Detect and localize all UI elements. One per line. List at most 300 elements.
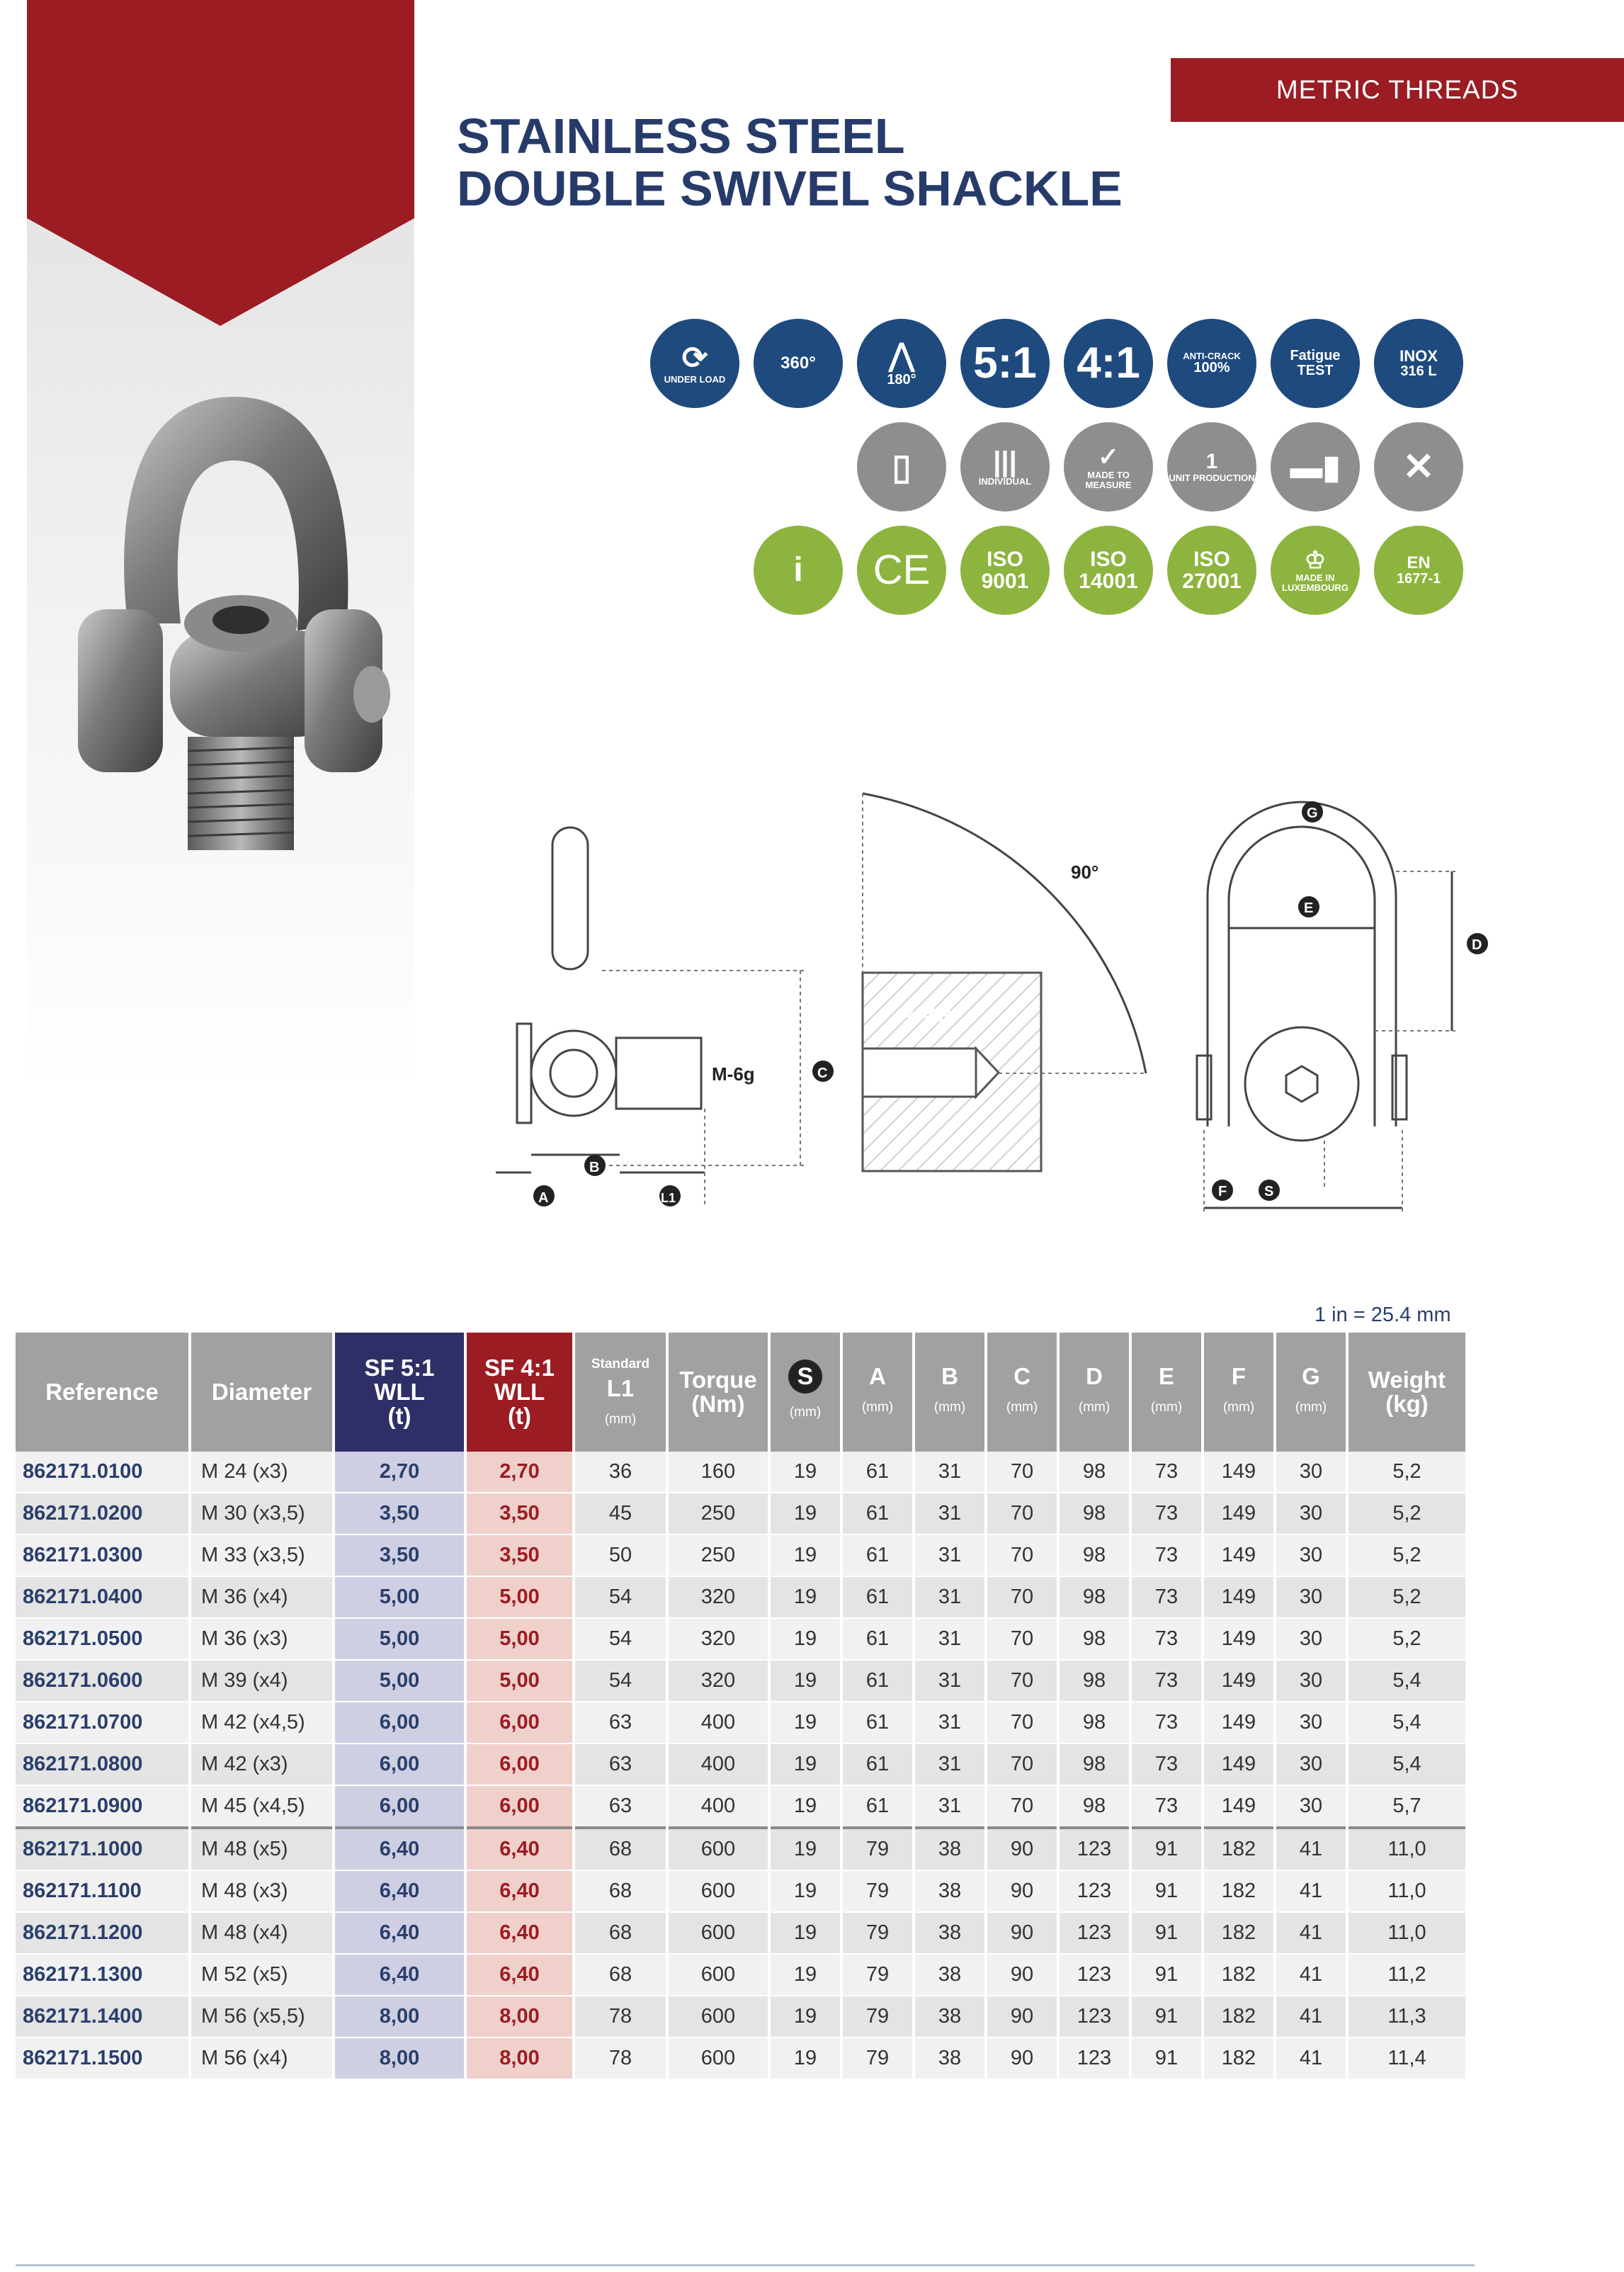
fatigue-label: Fatigue xyxy=(1290,348,1341,363)
table-row xyxy=(16,1576,1467,1618)
made-in-label: MADE IN xyxy=(1295,572,1335,584)
cell-torque: 250 xyxy=(667,1493,769,1535)
cell-b: 38 xyxy=(914,2038,986,2079)
col-e xyxy=(1130,1333,1203,1452)
thread-hole-view xyxy=(863,793,1146,1171)
standard-label: Standard xyxy=(591,1357,650,1372)
f-label: F xyxy=(1231,1363,1247,1389)
table-row xyxy=(16,1828,1467,1870)
angle-label: 90° xyxy=(1071,861,1099,883)
iso-14001-number: 14001 xyxy=(1079,570,1138,593)
cell-g: 41 xyxy=(1275,1912,1347,1954)
cell-l1: 54 xyxy=(574,1660,667,1702)
cell-wll-sf4: 3,50 xyxy=(465,1535,574,1576)
cell-wll-sf5: 3,50 xyxy=(334,1493,465,1535)
cell-diameter: M 48 (x5) xyxy=(190,1828,334,1870)
cell-e: 91 xyxy=(1130,1828,1203,1870)
cell-torque: 600 xyxy=(667,1828,769,1870)
cell-reference: 862171.0200 xyxy=(16,1493,190,1535)
cell-g: 30 xyxy=(1275,1743,1347,1785)
red-chevron xyxy=(27,0,414,326)
cell-e: 91 xyxy=(1130,1912,1203,1954)
cell-weight: 11,2 xyxy=(1347,1954,1467,1996)
iso-9001-label: ISO xyxy=(987,547,1023,571)
cell-wll-sf4: 6,40 xyxy=(465,1912,574,1954)
label-g: G xyxy=(1307,806,1318,821)
cell-wll-sf5: 8,00 xyxy=(334,2038,465,2079)
thread-hole-label: M-6H xyxy=(907,1005,952,1026)
a-label: A xyxy=(869,1363,886,1389)
iso-27001-label: ISO xyxy=(1193,547,1230,571)
cell-wll-sf4: 8,00 xyxy=(465,2038,574,2079)
cell-diameter: M 42 (x4,5) xyxy=(190,1702,334,1743)
cell-b: 38 xyxy=(914,1996,986,2038)
unit-mm: (mm) xyxy=(604,1412,637,1427)
cell-wll-sf5: 6,40 xyxy=(334,1828,465,1870)
cell-weight: 11,0 xyxy=(1347,1870,1467,1912)
sf4-line2: WLL xyxy=(494,1379,545,1405)
spec-table xyxy=(16,1333,1468,2080)
g-label: G xyxy=(1302,1363,1320,1389)
sf4-icon-label: 4:1 xyxy=(1077,339,1140,388)
table-header xyxy=(16,1333,1467,1452)
cell-l1: 68 xyxy=(574,1954,667,1996)
cell-s: 19 xyxy=(769,1660,841,1702)
cell-f: 149 xyxy=(1203,1576,1275,1618)
unit-production-label: UNIT PRODUCTION xyxy=(1169,472,1255,483)
anti-crack-value: 100% xyxy=(1193,360,1230,376)
cell-d: 123 xyxy=(1058,2038,1130,2079)
label-b: B xyxy=(589,1160,600,1175)
label-s: S xyxy=(1264,1184,1274,1199)
cell-e: 73 xyxy=(1130,1493,1203,1535)
cell-s: 19 xyxy=(769,1954,841,1996)
cell-torque: 320 xyxy=(667,1576,769,1618)
cell-g: 30 xyxy=(1275,1576,1347,1618)
cell-s: 19 xyxy=(769,1743,841,1785)
made-to-label: MADE TO xyxy=(1087,470,1130,481)
cell-diameter: M 33 (x3,5) xyxy=(190,1535,334,1576)
cell-g: 30 xyxy=(1275,1493,1347,1535)
table-row xyxy=(16,1912,1467,1954)
cell-b: 31 xyxy=(914,1702,986,1743)
cell-d: 98 xyxy=(1058,1702,1130,1743)
c-label: C xyxy=(1013,1363,1030,1389)
cell-g: 30 xyxy=(1275,1618,1347,1660)
cell-g: 30 xyxy=(1275,1785,1347,1828)
col-diameter: Diameter xyxy=(190,1333,334,1452)
cell-l1: 54 xyxy=(574,1618,667,1660)
cell-e: 91 xyxy=(1130,1870,1203,1912)
inox-sub: 316 L xyxy=(1400,363,1437,380)
weight-line1: Weight xyxy=(1368,1367,1446,1393)
cell-l1: 68 xyxy=(574,1870,667,1912)
fatigue-test-icon xyxy=(1271,319,1360,408)
label-c: C xyxy=(817,1066,828,1081)
cell-weight: 11,4 xyxy=(1347,2038,1467,2079)
cell-wll-sf5: 6,00 xyxy=(334,1743,465,1785)
cell-wll-sf5: 5,00 xyxy=(334,1618,465,1660)
cell-diameter: M 39 (x4) xyxy=(190,1660,334,1702)
cell-torque: 400 xyxy=(667,1785,769,1828)
en-1677-icon xyxy=(1374,526,1463,615)
rotation-360-icon xyxy=(754,319,843,408)
cell-c: 70 xyxy=(986,1785,1058,1828)
table-row xyxy=(16,1660,1467,1702)
unit-mm: (mm) xyxy=(1222,1400,1255,1415)
anti-crack-icon xyxy=(1167,319,1256,408)
cell-g: 30 xyxy=(1275,1702,1347,1743)
manual-info-value: i xyxy=(793,550,803,589)
tools-icon: ✕ xyxy=(1374,422,1463,512)
table-row xyxy=(16,1452,1467,1493)
cell-diameter: M 52 (x5) xyxy=(190,1954,334,1996)
e-label: E xyxy=(1158,1363,1174,1389)
cell-e: 91 xyxy=(1130,1996,1203,2038)
cell-torque: 600 xyxy=(667,1996,769,2038)
cell-s: 19 xyxy=(769,1702,841,1743)
cell-f: 182 xyxy=(1203,2038,1275,2079)
cell-d: 123 xyxy=(1058,1912,1130,1954)
unit-mm: (mm) xyxy=(933,1400,966,1415)
l1-label: L1 xyxy=(606,1375,635,1401)
cell-weight: 11,0 xyxy=(1347,1828,1467,1870)
cell-a: 79 xyxy=(841,1954,914,1996)
cell-a: 79 xyxy=(841,1828,914,1870)
cell-diameter: M 56 (x4) xyxy=(190,2038,334,2079)
cell-d: 98 xyxy=(1058,1452,1130,1493)
cell-torque: 320 xyxy=(667,1660,769,1702)
cell-a: 61 xyxy=(841,1702,914,1743)
cell-c: 90 xyxy=(986,1828,1058,1870)
table-row xyxy=(16,1493,1467,1535)
individual-label: INDIVIDUAL xyxy=(978,476,1032,487)
title-line-2: DOUBLE SWIVEL SHACKLE xyxy=(457,161,1123,216)
cell-weight: 5,4 xyxy=(1347,1743,1467,1785)
col-g xyxy=(1275,1333,1347,1452)
cell-diameter: M 36 (x4) xyxy=(190,1576,334,1618)
ce-label: CE xyxy=(873,546,931,593)
col-reference: Reference xyxy=(16,1333,190,1452)
cell-wll-sf4: 6,00 xyxy=(465,1702,574,1743)
table-row xyxy=(16,1785,1467,1828)
cell-reference: 862171.0600 xyxy=(16,1660,190,1702)
cell-wll-sf4: 5,00 xyxy=(465,1660,574,1702)
cell-diameter: M 56 (x5,5) xyxy=(190,1996,334,2038)
cell-e: 73 xyxy=(1130,1576,1203,1618)
cell-diameter: M 36 (x3) xyxy=(190,1618,334,1660)
cell-b: 31 xyxy=(914,1535,986,1576)
weight-line2: (kg) xyxy=(1385,1391,1429,1417)
cell-diameter: M 45 (x4,5) xyxy=(190,1785,334,1828)
cell-d: 98 xyxy=(1058,1785,1130,1828)
cell-e: 73 xyxy=(1130,1743,1203,1785)
cell-e: 73 xyxy=(1130,1452,1203,1493)
cell-d: 123 xyxy=(1058,1870,1130,1912)
cell-b: 38 xyxy=(914,1912,986,1954)
table-row xyxy=(16,1743,1467,1785)
cell-d: 98 xyxy=(1058,1493,1130,1535)
cell-torque: 600 xyxy=(667,1954,769,1996)
cell-b: 31 xyxy=(914,1618,986,1660)
cell-c: 90 xyxy=(986,1954,1058,1996)
pivot-label: 180° xyxy=(887,371,916,388)
metric-threads-badge: METRIC THREADS xyxy=(1171,58,1624,122)
cell-f: 149 xyxy=(1203,1452,1275,1493)
col-a xyxy=(841,1333,914,1452)
cell-torque: 600 xyxy=(667,2038,769,2079)
anti-crack-label: ANTI-CRACK xyxy=(1183,350,1241,361)
luxembourg-label: LUXEMBOURG xyxy=(1282,582,1348,593)
sf5-line3: (t) xyxy=(387,1403,411,1429)
cell-g: 41 xyxy=(1275,1996,1347,2038)
table-row xyxy=(16,1954,1467,1996)
cell-l1: 68 xyxy=(574,1828,667,1870)
cell-wll-sf5: 3,50 xyxy=(334,1535,465,1576)
cell-torque: 250 xyxy=(667,1535,769,1576)
cell-s: 19 xyxy=(769,1576,841,1618)
cell-e: 73 xyxy=(1130,1702,1203,1743)
iso-9001-number: 9001 xyxy=(981,570,1029,593)
cell-d: 98 xyxy=(1058,1535,1130,1576)
cell-c: 90 xyxy=(986,1912,1058,1954)
cell-s: 19 xyxy=(769,1535,841,1576)
cell-wll-sf4: 5,00 xyxy=(465,1576,574,1618)
cell-wll-sf4: 6,40 xyxy=(465,1954,574,1996)
cell-l1: 68 xyxy=(574,1912,667,1954)
product-photo xyxy=(50,354,418,864)
iso-14001-icon xyxy=(1064,526,1153,615)
cell-f: 149 xyxy=(1203,1535,1275,1576)
cell-reference: 862171.1400 xyxy=(16,1996,190,2038)
cell-wll-sf5: 6,00 xyxy=(334,1785,465,1828)
cell-a: 61 xyxy=(841,1493,914,1535)
table-row xyxy=(16,1996,1467,2038)
cell-l1: 63 xyxy=(574,1743,667,1785)
cell-reference: 862171.1100 xyxy=(16,1870,190,1912)
col-d xyxy=(1058,1333,1130,1452)
cell-wll-sf5: 6,40 xyxy=(334,1870,465,1912)
delivery-truck-icon: ▬▮ xyxy=(1271,422,1360,512)
cell-d: 123 xyxy=(1058,1954,1130,1996)
sf5-line1: SF 5:1 xyxy=(364,1355,435,1381)
cell-f: 149 xyxy=(1203,1493,1275,1535)
col-sf4 xyxy=(465,1333,574,1452)
inox-icon xyxy=(1374,319,1463,408)
en-number: 1677-1 xyxy=(1396,571,1441,587)
cell-s: 19 xyxy=(769,2038,841,2079)
sf5-icon-label: 5:1 xyxy=(973,339,1037,388)
s-hex-icon: S xyxy=(788,1360,822,1394)
unit-value: 1 xyxy=(1205,450,1218,474)
cell-torque: 400 xyxy=(667,1702,769,1743)
col-l1 xyxy=(574,1333,667,1452)
thread-bolt-label: M-6g xyxy=(712,1063,755,1085)
cell-f: 149 xyxy=(1203,1702,1275,1743)
cell-weight: 5,2 xyxy=(1347,1493,1467,1535)
cell-diameter: M 48 (x4) xyxy=(190,1912,334,1954)
cell-s: 19 xyxy=(769,1452,841,1493)
iso-27001-number: 27001 xyxy=(1182,570,1242,593)
col-s xyxy=(769,1333,841,1452)
en-label: EN xyxy=(1407,553,1431,572)
unit-production-icon xyxy=(1167,422,1256,512)
cell-reference: 862171.1200 xyxy=(16,1912,190,1954)
cell-e: 91 xyxy=(1130,2038,1203,2079)
cell-l1: 78 xyxy=(574,2038,667,2079)
cell-wll-sf5: 5,00 xyxy=(334,1576,465,1618)
cell-wll-sf4: 3,50 xyxy=(465,1493,574,1535)
cell-weight: 5,2 xyxy=(1347,1618,1467,1660)
cell-wll-sf5: 6,40 xyxy=(334,1912,465,1954)
inox-label: INOX xyxy=(1399,346,1438,365)
cell-c: 90 xyxy=(986,2038,1058,2079)
safety-factor-4-1-icon xyxy=(1064,319,1153,408)
footer-divider xyxy=(16,2264,1475,2266)
cell-weight: 5,7 xyxy=(1347,1785,1467,1828)
label-l1: L1 xyxy=(661,1191,676,1205)
cell-e: 73 xyxy=(1130,1618,1203,1660)
cell-b: 31 xyxy=(914,1785,986,1828)
cell-reference: 862171.0300 xyxy=(16,1535,190,1576)
measure-label: MEASURE xyxy=(1085,479,1132,490)
cell-reference: 862171.0900 xyxy=(16,1785,190,1828)
cell-e: 73 xyxy=(1130,1660,1203,1702)
cell-g: 41 xyxy=(1275,1828,1347,1870)
cell-s: 19 xyxy=(769,1785,841,1828)
cell-s: 19 xyxy=(769,1870,841,1912)
cell-wll-sf5: 6,40 xyxy=(334,1954,465,1996)
unit-conversion-note: 1 in = 25.4 mm xyxy=(1314,1304,1451,1326)
cell-b: 31 xyxy=(914,1452,986,1493)
cell-c: 90 xyxy=(986,1870,1058,1912)
cell-d: 98 xyxy=(1058,1743,1130,1785)
table-row xyxy=(16,2038,1467,2079)
cell-b: 31 xyxy=(914,1493,986,1535)
ce-mark-icon xyxy=(857,526,946,615)
cell-d: 123 xyxy=(1058,1828,1130,1870)
col-torque xyxy=(667,1333,769,1452)
cell-l1: 36 xyxy=(574,1452,667,1493)
cell-a: 61 xyxy=(841,1660,914,1702)
cell-f: 182 xyxy=(1203,1912,1275,1954)
table-row xyxy=(16,1535,1467,1576)
col-f xyxy=(1203,1333,1275,1452)
rotation-label: 360° xyxy=(780,354,816,373)
cell-c: 70 xyxy=(986,1660,1058,1702)
table-row xyxy=(16,1702,1467,1743)
b-label: B xyxy=(941,1363,958,1389)
torque-line1: Torque xyxy=(679,1367,757,1393)
cell-b: 38 xyxy=(914,1954,986,1996)
cell-wll-sf5: 8,00 xyxy=(334,1996,465,2038)
cell-g: 41 xyxy=(1275,2038,1347,2079)
cell-a: 79 xyxy=(841,2038,914,2079)
mobile-scan-icon: ▯ xyxy=(857,422,946,512)
cell-wll-sf5: 5,00 xyxy=(334,1660,465,1702)
cell-wll-sf4: 6,40 xyxy=(465,1870,574,1912)
individual-barcode-icon: ||| INDIVIDUAL xyxy=(960,422,1050,512)
side-view xyxy=(496,827,705,1172)
cell-f: 182 xyxy=(1203,1828,1275,1870)
cell-d: 98 xyxy=(1058,1618,1130,1660)
cell-reference: 862171.1000 xyxy=(16,1828,190,1870)
cell-weight: 5,2 xyxy=(1347,1576,1467,1618)
cell-a: 61 xyxy=(841,1452,914,1493)
made-to-measure-icon: ✓ MADE TO MEASURE xyxy=(1064,422,1153,512)
technical-drawings xyxy=(496,779,1501,1233)
cell-l1: 45 xyxy=(574,1493,667,1535)
cell-weight: 5,4 xyxy=(1347,1660,1467,1702)
cell-c: 70 xyxy=(986,1493,1058,1535)
cell-e: 91 xyxy=(1130,1954,1203,1996)
cell-g: 30 xyxy=(1275,1535,1347,1576)
cell-e: 73 xyxy=(1130,1785,1203,1828)
cell-l1: 63 xyxy=(574,1702,667,1743)
cell-wll-sf4: 6,40 xyxy=(465,1828,574,1870)
cell-f: 149 xyxy=(1203,1743,1275,1785)
cell-b: 31 xyxy=(914,1743,986,1785)
made-in-luxembourg-icon: ♔ MADE IN LUXEMBOURG xyxy=(1271,526,1360,615)
cell-f: 182 xyxy=(1203,1954,1275,1996)
col-weight xyxy=(1347,1333,1467,1452)
cell-c: 70 xyxy=(986,1702,1058,1743)
cell-reference: 862171.0800 xyxy=(16,1743,190,1785)
cell-g: 41 xyxy=(1275,1954,1347,1996)
sf5-line2: WLL xyxy=(374,1379,425,1405)
cell-torque: 320 xyxy=(667,1618,769,1660)
torque-line2: (Nm) xyxy=(691,1391,745,1417)
cell-c: 70 xyxy=(986,1535,1058,1576)
front-view xyxy=(1197,802,1452,1208)
cell-c: 70 xyxy=(986,1618,1058,1660)
iso-27001-icon xyxy=(1167,526,1256,615)
cell-a: 79 xyxy=(841,1996,914,2038)
col-c xyxy=(986,1333,1058,1452)
cell-d: 123 xyxy=(1058,1996,1130,2038)
cell-s: 19 xyxy=(769,1493,841,1535)
cell-e: 73 xyxy=(1130,1535,1203,1576)
cell-reference: 862171.0500 xyxy=(16,1618,190,1660)
cell-wll-sf4: 6,00 xyxy=(465,1785,574,1828)
iso-9001-icon xyxy=(960,526,1050,615)
page-title xyxy=(457,110,1123,215)
cell-f: 182 xyxy=(1203,1996,1275,2038)
cell-wll-sf4: 5,00 xyxy=(465,1618,574,1660)
cell-weight: 5,2 xyxy=(1347,1535,1467,1576)
cell-d: 98 xyxy=(1058,1576,1130,1618)
cell-diameter: M 48 (x3) xyxy=(190,1870,334,1912)
cell-torque: 600 xyxy=(667,1870,769,1912)
cell-f: 149 xyxy=(1203,1785,1275,1828)
unit-mm: (mm) xyxy=(1006,1400,1038,1415)
cell-l1: 50 xyxy=(574,1535,667,1576)
label-d: D xyxy=(1472,937,1482,953)
under-load-label: UNDER LOAD xyxy=(664,374,726,385)
cell-l1: 54 xyxy=(574,1576,667,1618)
unit-mm: (mm) xyxy=(1078,1400,1111,1415)
unit-mm: (mm) xyxy=(861,1400,894,1415)
label-f: F xyxy=(1218,1184,1227,1199)
col-sf5 xyxy=(334,1333,465,1452)
cell-g: 30 xyxy=(1275,1660,1347,1702)
sf4-line1: SF 4:1 xyxy=(484,1355,555,1381)
cell-g: 41 xyxy=(1275,1870,1347,1912)
cell-a: 61 xyxy=(841,1785,914,1828)
cell-b: 31 xyxy=(914,1660,986,1702)
cell-s: 19 xyxy=(769,1618,841,1660)
sf4-line3: (t) xyxy=(508,1403,531,1429)
